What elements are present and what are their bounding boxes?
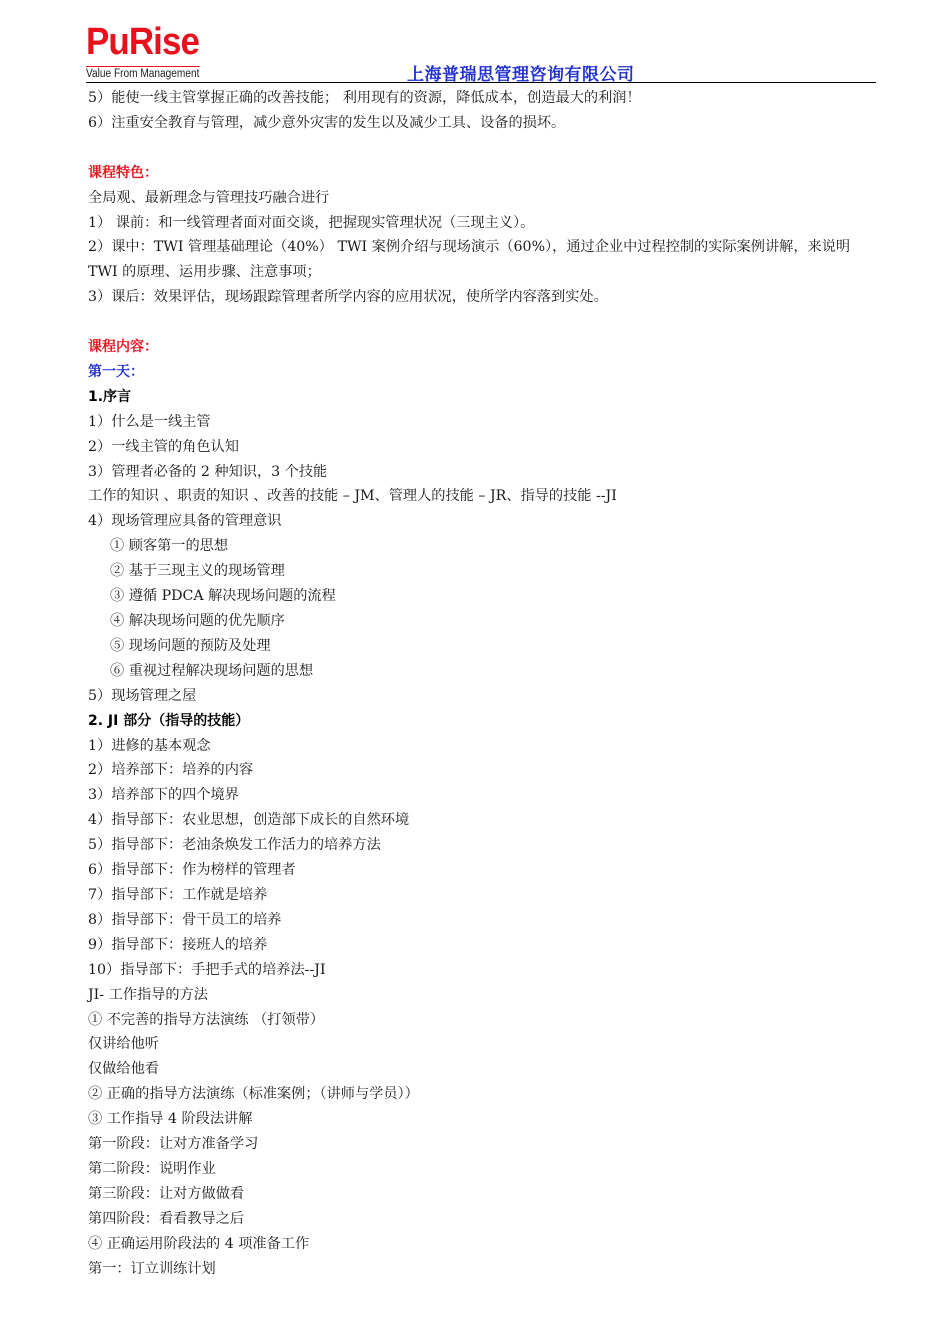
logo-wordmark: PuRise	[86, 21, 200, 63]
text-line: 第一：订立训练计划	[88, 1260, 216, 1277]
text-line: 10）指导部下：手把手式的培养法--JI	[88, 961, 326, 978]
text-line: ⑤ 现场问题的预防及处理	[110, 637, 271, 654]
text-line: 5）指导部下：老油条焕发工作活力的培养方法	[88, 837, 381, 854]
text-line: 9）指导部下：接班人的培养	[88, 936, 268, 953]
text-line: 全局观、最新理念与管理技巧融合进行	[88, 189, 330, 206]
header-divider	[86, 82, 876, 83]
text-line: 2）课中：TWI 管理基础理论（40%） TWI 案例介绍与现场演示（60%），通过企业中过程控制的实际案例讲解，来说明 TWI 的原理、运用步骤、注意事项；	[88, 239, 851, 281]
text-line: 4）指导部下：农业思想，创造部下成长的自然环境	[88, 812, 410, 829]
company-name: 上海普瑞思管理咨询有限公司	[407, 65, 635, 85]
text-line: ② 正确的指导方法演练（标准案例；（讲师与学员））	[88, 1086, 419, 1103]
text-line: 第三阶段：让对方做做看	[88, 1185, 245, 1202]
text-line: ③ 工作指导 4 阶段法讲解	[88, 1111, 253, 1128]
text-line: 仅讲给他听	[88, 1036, 159, 1053]
text-line: 第一阶段：让对方准备学习	[88, 1136, 259, 1153]
topic-heading: 1.序言	[88, 388, 132, 405]
text-line: 第二阶段：说明作业	[88, 1160, 216, 1177]
text-line: 6）注重安全教育与管理，减少意外灾害的发生以及减少工具、设备的损坏。	[88, 114, 566, 131]
text-line: ④ 解决现场问题的优先顺序	[110, 613, 285, 629]
text-line: 5）能使一线主管掌握正确的改善技能； 利用现有的资源，降低成本，创造最大的利润！	[88, 90, 641, 106]
text-line: ① 不完善的指导方法演练 （打领带）	[88, 1011, 325, 1028]
logo-tagline: Value From Management	[86, 68, 200, 80]
text-line: 仅做给他看	[88, 1061, 159, 1078]
text-line: 工作的知识 、职责的知识 、改善的技能 – JM、管理人的技能 – JR、指导的技能 --JI	[88, 488, 617, 505]
text-line: 3）培养部下的四个境界	[88, 787, 239, 804]
purise-logo	[86, 22, 215, 81]
blank-line	[88, 310, 880, 335]
section-heading: 课程内容：	[88, 339, 158, 356]
day-heading: 第一天：	[88, 363, 144, 380]
text-line: ④ 正确运用阶段法的 4 项准备工作	[88, 1235, 310, 1252]
text-line: 1）什么是一线主管	[88, 413, 211, 430]
text-line: 3）课后：效果评估，现场跟踪管理者所学内容的应用状况，使所学内容落到实处。	[88, 289, 608, 306]
text-line: 7）指导部下：工作就是培养	[88, 886, 268, 903]
text-line: 8）指导部下：骨干员工的培养	[88, 911, 282, 928]
text-line: 5）现场管理之屋	[88, 687, 197, 704]
document-body	[88, 86, 880, 1281]
section-heading: 课程特色：	[88, 164, 158, 181]
page-header	[86, 22, 876, 84]
text-line: 6）指导部下：作为榜样的管理者	[88, 862, 296, 879]
text-line: 2）培养部下：培养的内容	[88, 762, 254, 779]
text-line: 4）现场管理应具备的管理意识	[88, 513, 282, 530]
text-line: ① 顾客第一的思想	[110, 538, 229, 555]
text-line: JI- 工作指导的方法	[88, 986, 208, 1003]
text-line: 1）进修的基本观念	[88, 737, 211, 754]
blank-line	[88, 136, 880, 161]
text-line: ⑥ 重视过程解决现场问题的思想	[110, 662, 314, 679]
text-line: ③ 遵循 PDCA 解决现场问题的流程	[110, 588, 336, 605]
text-line: 2）一线主管的角色认知	[88, 438, 239, 455]
text-line: ② 基于三现主义的现场管理	[110, 563, 285, 580]
text-line: 1） 课前：和一线管理者面对面交谈，把握现实管理状况（三现主义）。	[88, 214, 535, 231]
topic-heading: 2. JI 部分（指导的技能）	[88, 712, 250, 729]
text-line: 3）管理者必备的 2 种知识，3 个技能	[88, 463, 328, 480]
text-line: 第四阶段：看看教导之后	[88, 1210, 245, 1227]
